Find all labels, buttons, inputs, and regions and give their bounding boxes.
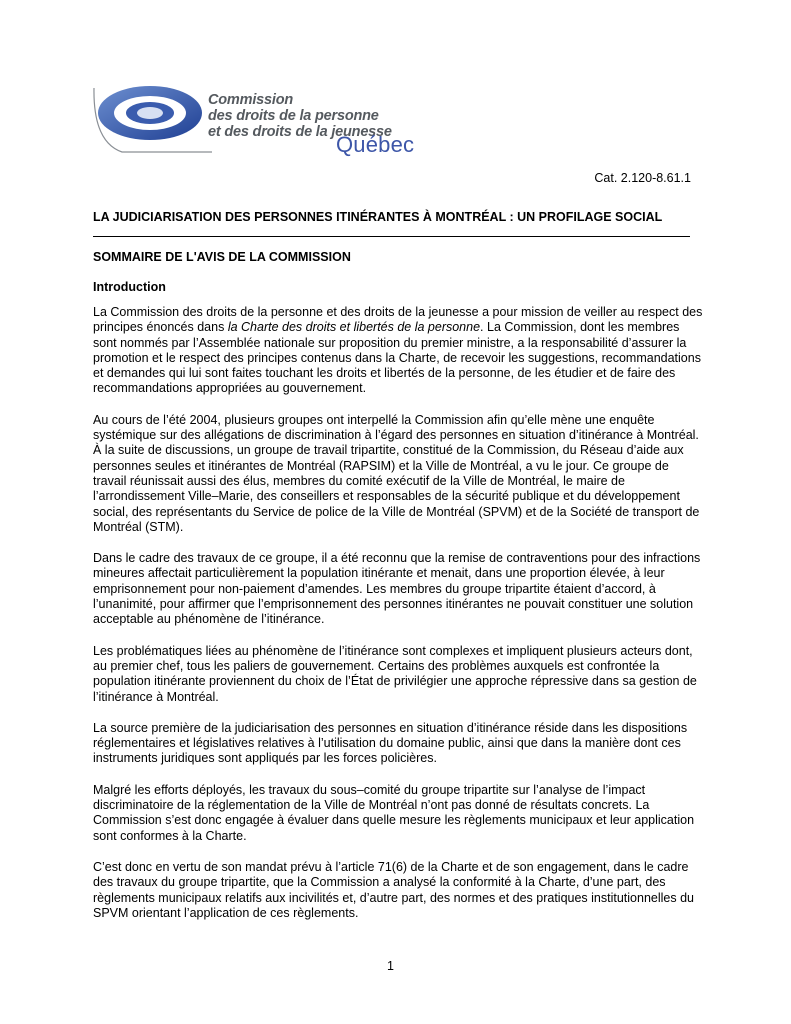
paragraph-2: Au cours de l’été 2004, plusieurs groupes ont interpellé la Commission afin qu’elle mène une enquête systémique sur des allégations de discrimination à l’égard des personnes en situation d’itinérance à Montréal. À la suite de discussions, un groupe de travail tripartite, constitué de la Commission, du Réseau d’aide aux personnes seules et itinérantes de Montréal (RAPSIM) et la Ville de Montréal, a vu le jour. Ce groupe de travail réunissait aussi des élus, membres du comité exécutif de la Ville de Montréal, le maire de l’arrondissement Ville–Marie, des conseillers et responsables de la sécurité publique et du développement social, des représentants du Service de police de la Ville de Montréal (SPVM) et de la Société de transport de Montréal (STM). (93, 412, 700, 534)
charter-title: la Charte des droits et libertés de la personne (227, 320, 481, 335)
logo-line-2: des droits de la personne (208, 108, 379, 124)
paragraph-6: Malgré les efforts déployés, les travaux du sous–comité du groupe tripartite sur l’analyse de l’impact discriminatoire de la réglementation de la Ville de Montréal n’ont pas donné de résultats concrets. La Commission s’est donc engagée à évaluer dans quelle mesure les règlements municipaux et leur application sont conformes à la Charte. (93, 782, 695, 843)
paragraph-1-text-b: . La Commission, dont les membres sont nommés par l’Assemblée nationale sur proposition du premier ministre, a la responsabilité d’assurer la promotion et le respect des principes contenus dans la Charte, de recevoir les suggestions, recommandations et demandes qui lui sont faites touchant les droits et libertés de la personne, de les étudier et de faire des recommandations appropriées au gouvernement. (93, 320, 701, 396)
document-title: LA JUDICIARISATION DES PERSONNES ITINÉRANTES À MONTRÉAL : UN PROFILAGE SOCIAL (93, 210, 663, 224)
document-body (93, 305, 703, 937)
logo-emblem-icon (92, 82, 212, 162)
document-subtitle: SOMMAIRE DE L'AVIS DE LA COMMISSION (93, 250, 351, 264)
logo-line-1: Commission (208, 92, 294, 108)
paragraph-4: Les problématiques liées au phénomène de l’itinérance sont complexes et impliquent plusieurs acteurs dont, au premier chef, tous les paliers de gouvernement. Certains des problèmes auxquels est confrontée la population itinérante proviennent du choix de l’État de privilégier une approche répressive dans sa gestion de l’itinérance à Montréal. (93, 643, 697, 704)
paragraph-1 (93, 305, 703, 397)
logo-line-3: et des droits de la jeunesse (208, 124, 392, 140)
paragraph-1-text-a: La Commission des droits de la personne et des droits de la jeunesse a pour mission de veiller au respect des principes énoncés dans (93, 305, 703, 335)
commission-logo (92, 82, 422, 162)
paragraph-5: La source première de la judiciarisation des personnes en situation d’itinérance réside dans les dispositions réglementaires et législatives relatives à l’utilisation du domaine public, ainsi que dans la manière dont ces instruments juridiques sont appliqués par les forces policières. (93, 720, 688, 766)
page-number: 1 (387, 959, 394, 973)
paragraph-7: C’est donc en vertu de son mandat prévu à l’article 71(6) de la Charte et de son engagement, dans le cadre des travaux du groupe tripartite, que la Commission a analysé la conformité à la Charte, d’une part, des règlements municipaux relatifs aux incivilités et, d’autre part, des normes et des pratiques institutionnelles du SPVM orientant l’application de ces règlements. (93, 859, 695, 920)
logo-quebec: Québec (336, 132, 415, 157)
title-divider (93, 236, 690, 237)
paragraph-3: Dans le cadre des travaux de ce groupe, il a été reconnu que la remise de contraventions pour des infractions mineures affectait particulièrement la population itinérante et menait, dans une proportion élevée, à leur emprisonnement pour non-paiement d’amendes. Les membres du groupe tripartite étaient d’accord, à l’unanimité, pour affirmer que l’emprisonnement des personnes itinérantes ne pouvait constituer une solution acceptable au phénomène de l’itinérance. (93, 551, 701, 627)
section-heading-introduction: Introduction (93, 280, 166, 294)
catalog-number: Cat. 2.120-8.61.1 (594, 171, 691, 185)
